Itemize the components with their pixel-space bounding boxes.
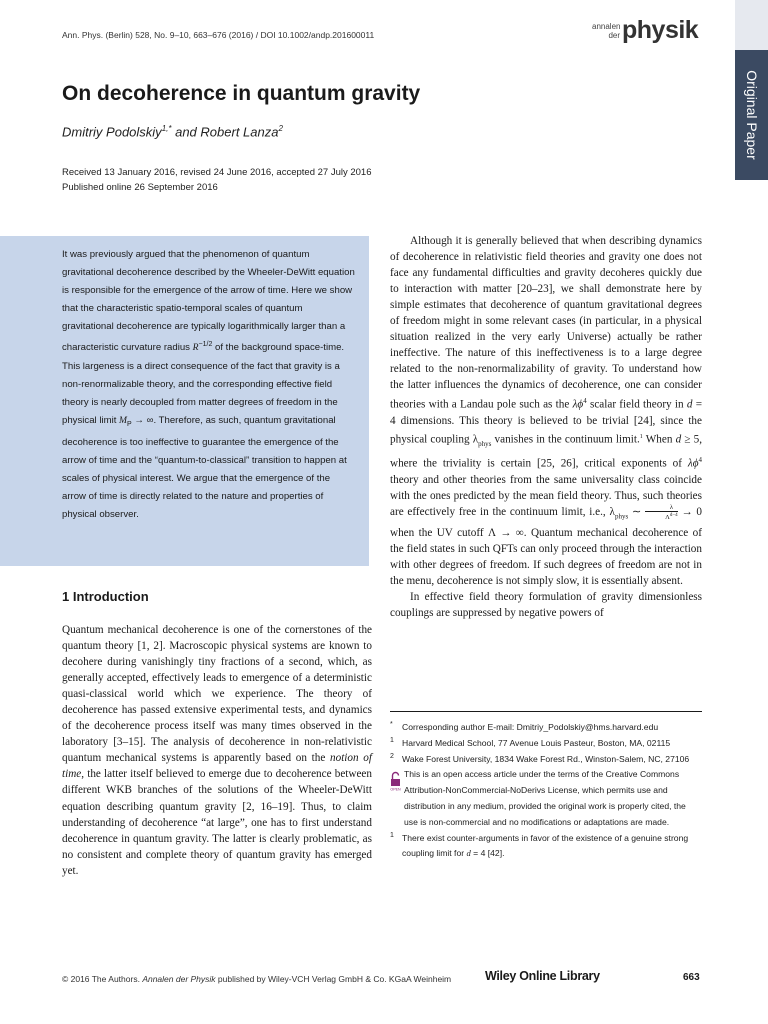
math-exp-4: 4 bbox=[583, 397, 587, 406]
footer-publisher: published by Wiley-VCH Verlag GmbH & Co. KGaA Weinheim bbox=[215, 974, 452, 984]
math-fraction-den-base: Λ bbox=[665, 514, 670, 522]
footnote-divider bbox=[390, 711, 702, 712]
right-column-text bbox=[390, 233, 702, 621]
abstract-math-M-sub: P bbox=[127, 420, 132, 428]
right-text-a4: vanishes in the continuum limit. bbox=[491, 434, 640, 447]
side-tab-label: Original Paper bbox=[743, 70, 760, 160]
footnote-ref-1[interactable]: 1 bbox=[639, 434, 643, 441]
abstract-math-M-rest: → ∞ bbox=[131, 415, 154, 427]
abstract-box bbox=[0, 236, 369, 566]
math-lambda-2: λ bbox=[609, 506, 615, 519]
side-tab-top bbox=[735, 0, 768, 50]
footnote-1-text-a: There exist counter-arguments in favor of the existence of a genuine strong coupling limit for bbox=[402, 832, 689, 859]
right-text-a8: when the UV cutoff bbox=[390, 526, 488, 539]
footnote-affiliation-2 bbox=[390, 752, 702, 768]
footer-copyright-text: © 2016 The Authors. bbox=[62, 974, 143, 984]
footnote-1 bbox=[390, 831, 702, 863]
math-fraction bbox=[645, 504, 678, 521]
intro-text-1: Quantum mechanical decoherence is one of the cornerstones of the quantum theory [1, 2]. Macroscopic physical systems are known to decohere during vanishingly tiny fractions of a second, which, as generally accepted, effectively leads to emergence of a deterministic quasi-classical world which we experience. The theory of decoherence has passed extensive experimental tests, and dynamics of the decoherence process itself was many times observed in the laboratory [3–15]. The analysis of decoherence in non-relativistic quantum mechanical systems is apparently based on the bbox=[62, 624, 372, 765]
side-tab bbox=[735, 50, 768, 180]
math-d: d bbox=[686, 399, 693, 412]
footnote-1-math-eq: = 4 bbox=[470, 848, 486, 859]
author-list bbox=[62, 124, 283, 139]
math-d-eq-4: = 4 bbox=[390, 399, 702, 428]
intro-text-2: , the latter itself believed to emerge due to decoherence between different WKB branches of the solutions of the Wheeler-DeWitt equation describing quantum gravity [2, 16–19]. Thus, to claim understanding of decoherence “at large”, one has to first understand decoherence in quantum gravity. The latter is clearly problematic, as no consistent and complete theory of quantum gravity has emerged yet. bbox=[62, 768, 372, 877]
math-fraction-num: λ bbox=[645, 504, 678, 512]
footnote-open-access bbox=[390, 767, 702, 830]
footer-copyright bbox=[62, 974, 451, 984]
footer-journal-name: Annalen der Physik bbox=[142, 974, 216, 984]
received-dates: Received 13 January 2016, revised 24 June 2016, accepted 27 July 2016 bbox=[62, 167, 372, 178]
footnote-corresponding-text[interactable]: Corresponding author E-mail: Dmitriy_Podolskiy@hms.harvard.edu bbox=[402, 722, 659, 732]
section-heading-introduction: 1 Introduction bbox=[62, 589, 149, 604]
footnote-1-mark: 1 bbox=[390, 831, 394, 839]
right-text-a2: scalar field theory in bbox=[586, 399, 687, 412]
math-phys-sub-2: phys bbox=[614, 512, 629, 521]
math-d-2: d bbox=[675, 434, 682, 447]
math-lambda-infinity: Λ → ∞ bbox=[487, 526, 524, 539]
math-phys-sub: phys bbox=[478, 440, 492, 449]
math-lambda-phi-2: λϕ bbox=[687, 458, 699, 471]
footnote-mark-2: 2 bbox=[390, 752, 394, 760]
author-separator: and bbox=[171, 124, 201, 140]
math-lambda: λ bbox=[472, 434, 479, 447]
right-text-a6: , where the triviality is certain [25, 26], critical exponents of bbox=[390, 434, 703, 471]
right-text-a5: When bbox=[642, 434, 676, 447]
journal-reference: Ann. Phys. (Berlin) 528, No. 9–10, 663–676 (2016) / DOI 10.1002/andp.201600011 bbox=[62, 30, 375, 40]
footnote-affiliation-1-text: Harvard Medical School, 77 Avenue Louis Pasteur, Boston, MA, 02115 bbox=[402, 737, 671, 748]
author-1-marks: 1,* bbox=[161, 124, 172, 133]
open-access-icon-label: OPEN bbox=[390, 787, 401, 792]
abstract-text-3: . Therefore, as such, quantum gravitational decoherence is too ineffective to guarantee the emergence of the arrow of time and the “quantum-to-classical” transition to happen at scales of physical interest. We argue that the emergence of the arrow of time is directly related to the nature and properties of physical observer. bbox=[62, 415, 347, 521]
author-1: Dmitriy Podolskiy bbox=[62, 124, 162, 140]
footnote-1-text-c: [42]. bbox=[485, 848, 505, 859]
math-d-geq-5: ≥ 5 bbox=[681, 434, 700, 447]
open-access-lock-icon bbox=[390, 770, 401, 792]
footnote-corresponding bbox=[390, 720, 702, 736]
math-exp-4-2: 4 bbox=[698, 456, 702, 465]
right-text-a9: . Quantum mechanical decoherence of the field states in such QFTs can only proceed through the interaction with other degrees of freedom. If such degrees of freedom are not in the menu, decoherence is not simply slow, it is essentially absent. bbox=[390, 526, 702, 587]
math-fraction-den bbox=[645, 512, 678, 521]
math-fraction-den-exp: d−4 bbox=[669, 513, 678, 519]
abstract-math-M: M bbox=[119, 415, 128, 427]
footnotes bbox=[390, 720, 702, 862]
math-lambda-phi: λϕ bbox=[572, 399, 584, 412]
dates-block bbox=[62, 165, 372, 195]
footnote-affiliation-2-text: Wake Forest University, 1834 Wake Forest Rd., Winston-Salem, NC, 27106 bbox=[402, 753, 690, 764]
article-title: On decoherence in quantum gravity bbox=[62, 82, 421, 105]
right-paragraph-1 bbox=[390, 233, 702, 589]
right-text-a3: dimensions. This theory is believed to be trivial [24], since the physical coupling bbox=[390, 415, 702, 447]
footnote-mark-star: * bbox=[390, 721, 393, 728]
author-2-marks: 2 bbox=[278, 124, 283, 133]
math-arrow-zero: → 0 bbox=[677, 506, 703, 519]
author-2: Robert Lanza bbox=[200, 124, 279, 140]
abstract-text-2: of the background space-time. This largeness is a direct consequence of the fact that gravity is a non-renormalizable theory, and the corresponding effective field theory is nearly decoupled from matter degrees of freedom in the physical limit bbox=[62, 342, 345, 427]
abstract-math-R-exp: −1/2 bbox=[198, 341, 213, 349]
journal-logo-small-2: der bbox=[608, 31, 620, 40]
journal-logo-small-1: annalen bbox=[592, 22, 621, 31]
footnote-open-access-text: This is an open access article under the terms of the Creative Commons Attribution-NonCommercial-NoDerivs License, which permits use and distribution in any medium, provided the original work is properly cited, the use is non-commercial and no modifications or adaptations are made. bbox=[404, 769, 686, 827]
published-date: Published online 26 September 2016 bbox=[62, 182, 218, 193]
page-number: 663 bbox=[683, 972, 700, 983]
intro-emphasis: notion of time bbox=[62, 752, 372, 781]
math-sim: ∼ bbox=[628, 506, 646, 519]
right-text-a1: Although it is generally believed that when describing dynamics of decoherence in relativistic field theories and gravity one does not face any fundamental difficulties and gravity decoheres quickly due to interaction with matter [20–23], we shall demonstrate here by simple estimates that decoherence of quantum gravitational degrees of freedom might in some relevant cases (in particular, in a physical situation realized in the very early Universe) actually be rather ineffective. The nature of this ineffectiveness is to a large degree related to the non-renormalizability of gravity. To understand how the latter influences the dynamics of decoherence, one can consider theories with a Landau pole such as the bbox=[390, 235, 702, 412]
abstract-text-1: It was previously argued that the phenomenon of quantum gravitational decoherence described by the Wheeler-DeWitt equation is responsible for the emergence of the arrow of time. Here we show that the characteristic spatio-temporal scales of quantum gravitational decoherence are typically logarithmically larger than a characteristic curvature radius bbox=[62, 249, 355, 354]
left-column-text bbox=[62, 622, 372, 879]
wiley-online-library-logo[interactable]: Wiley Online Library bbox=[485, 969, 600, 983]
footnote-1-math-d: d bbox=[466, 848, 471, 859]
journal-logo-main: physik bbox=[622, 16, 699, 44]
right-paragraph-2: In effective field theory formulation of gravity dimensionless couplings are suppressed by negative powers of bbox=[390, 590, 702, 619]
footnote-mark-1: 1 bbox=[390, 736, 394, 744]
intro-paragraph bbox=[62, 622, 372, 879]
footnote-affiliation-1 bbox=[390, 736, 702, 752]
journal-logo bbox=[590, 16, 710, 50]
right-text-a7: theory and other theories from the same universality class coincide with the ones predicted by the mean field theory. Thus, such theories are effectively free in the continuum limit, i.e., bbox=[390, 474, 702, 519]
abstract-math-R: R bbox=[192, 342, 199, 354]
